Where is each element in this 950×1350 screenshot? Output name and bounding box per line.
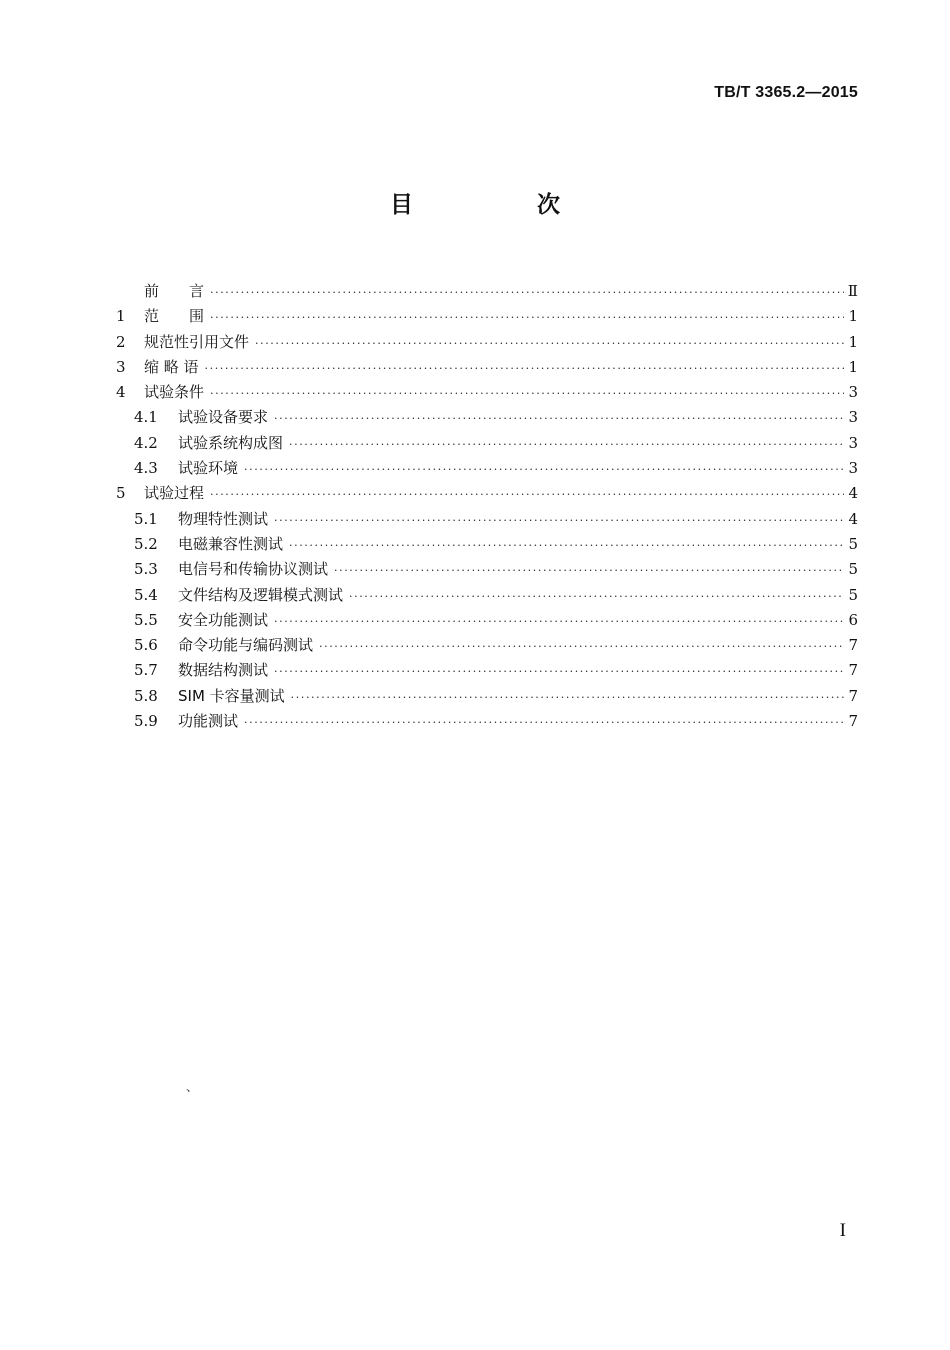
toc-entry[interactable] — [116, 557, 858, 582]
toc-entry[interactable] — [116, 405, 858, 430]
toc-entry[interactable] — [116, 633, 858, 658]
toc-entry[interactable] — [116, 507, 858, 532]
toc-entry-number: 5.5 — [134, 610, 158, 629]
toc-entry-number: 5.1 — [134, 509, 158, 528]
toc-entry-page: 5 — [848, 534, 858, 553]
toc-entry-number: 5.3 — [134, 560, 158, 579]
toc-entry-page: 4 — [848, 509, 858, 528]
toc-entry[interactable] — [116, 684, 858, 709]
toc-entry-label: 试验条件 — [144, 383, 205, 402]
toc-entry-number: 3 — [116, 357, 126, 376]
toc-dot-leader — [274, 508, 844, 533]
toc-entry[interactable] — [116, 330, 858, 355]
toc-entry-page: 6 — [848, 610, 858, 629]
toc-entry-page: Ⅱ — [847, 282, 858, 300]
toc-entry[interactable] — [116, 456, 858, 481]
stray-mark: 、 — [186, 1080, 199, 1094]
toc-entry-page: 3 — [848, 459, 858, 478]
toc-entry-page: 3 — [848, 408, 858, 427]
toc-entry-label: 规范性引用文件 — [144, 332, 250, 351]
toc-dot-leader — [349, 584, 844, 609]
toc-dot-leader — [274, 609, 844, 634]
toc-entry-number: 4.1 — [134, 408, 158, 427]
toc-entry-page: 7 — [848, 661, 858, 680]
toc-entry-label: 数据结构测试 — [178, 661, 269, 680]
toc-entry-page: 5 — [848, 585, 858, 604]
toc-dot-leader — [319, 634, 844, 659]
toc-entry-label: 物理特性测试 — [178, 509, 269, 528]
page-title: 目 次 — [389, 192, 618, 218]
toc-dot-leader — [291, 685, 844, 710]
toc-dot-leader — [289, 533, 844, 558]
table-of-contents — [116, 279, 858, 734]
toc-entry-page: 3 — [848, 383, 858, 402]
toc-entry-page: 3 — [848, 433, 858, 452]
toc-entry-label: SIM 卡容量测试 — [178, 686, 285, 705]
toc-dot-leader — [274, 659, 844, 684]
toc-entry-page: 1 — [848, 307, 858, 326]
toc-dot-leader — [334, 558, 844, 583]
toc-entry-label: 试验过程 — [144, 484, 205, 503]
toc-dot-leader — [289, 432, 844, 457]
toc-entry-label: 电磁兼容性测试 — [178, 534, 284, 553]
toc-entry-label: 试验系统构成图 — [178, 433, 284, 452]
toc-entry[interactable] — [116, 709, 858, 734]
toc-entry[interactable] — [116, 355, 858, 380]
toc-entry-number: 5.7 — [134, 661, 158, 680]
document-code: TB/T 3365.2—2015 — [714, 84, 858, 101]
toc-dot-leader — [205, 356, 844, 381]
toc-entry-number: 1 — [116, 307, 126, 326]
toc-dot-leader — [210, 305, 844, 330]
toc-entry-page: 4 — [848, 484, 858, 503]
toc-entry-page: 1 — [848, 357, 858, 376]
toc-entry-number: 2 — [116, 332, 126, 351]
toc-entry-label: 安全功能测试 — [178, 610, 269, 629]
toc-entry[interactable] — [116, 380, 858, 405]
toc-dot-leader — [210, 280, 844, 305]
toc-dot-leader — [210, 482, 844, 507]
toc-entry-number: 5 — [116, 484, 126, 503]
toc-entry-number: 4 — [116, 383, 126, 402]
toc-entry-label: 试验环境 — [178, 459, 239, 478]
page-number: I — [839, 1220, 846, 1241]
toc-entry[interactable] — [116, 279, 858, 304]
toc-entry-page: 7 — [848, 636, 858, 655]
toc-entry[interactable] — [116, 304, 858, 329]
toc-entry-label: 电信号和传输协议测试 — [178, 560, 329, 579]
toc-entry[interactable] — [116, 481, 858, 506]
toc-entry-number: 4.2 — [134, 433, 158, 452]
toc-entry-number: 5.9 — [134, 712, 158, 731]
toc-entry-number: 5.6 — [134, 636, 158, 655]
toc-entry-label: 功能测试 — [178, 712, 239, 731]
toc-entry-number: 5.2 — [134, 534, 158, 553]
toc-dot-leader — [244, 710, 844, 735]
toc-entry-number: 5.8 — [134, 686, 158, 705]
toc-entry-label: 命令功能与编码测试 — [178, 636, 314, 655]
toc-entry[interactable] — [116, 658, 858, 683]
toc-entry-page: 5 — [848, 560, 858, 579]
toc-entry[interactable] — [116, 532, 858, 557]
toc-entry-page: 7 — [848, 686, 858, 705]
toc-entry-label: 缩 略 语 — [144, 357, 199, 376]
toc-entry-page: 7 — [848, 712, 858, 731]
toc-entry-label: 试验设备要求 — [178, 408, 269, 427]
toc-dot-leader — [255, 331, 844, 356]
toc-dot-leader — [210, 381, 844, 406]
toc-dot-leader — [274, 406, 844, 431]
toc-entry[interactable] — [116, 431, 858, 456]
toc-entry-label: 文件结构及逻辑模式测试 — [178, 585, 344, 604]
toc-entry[interactable] — [116, 608, 858, 633]
toc-entry-number: 5.4 — [134, 585, 158, 604]
toc-entry-label: 前 言 — [144, 282, 205, 300]
toc-dot-leader — [244, 457, 844, 482]
toc-entry[interactable] — [116, 583, 858, 608]
toc-entry-number: 4.3 — [134, 459, 158, 478]
toc-entry-label: 范 围 — [144, 307, 205, 326]
toc-entry-page: 1 — [848, 332, 858, 351]
